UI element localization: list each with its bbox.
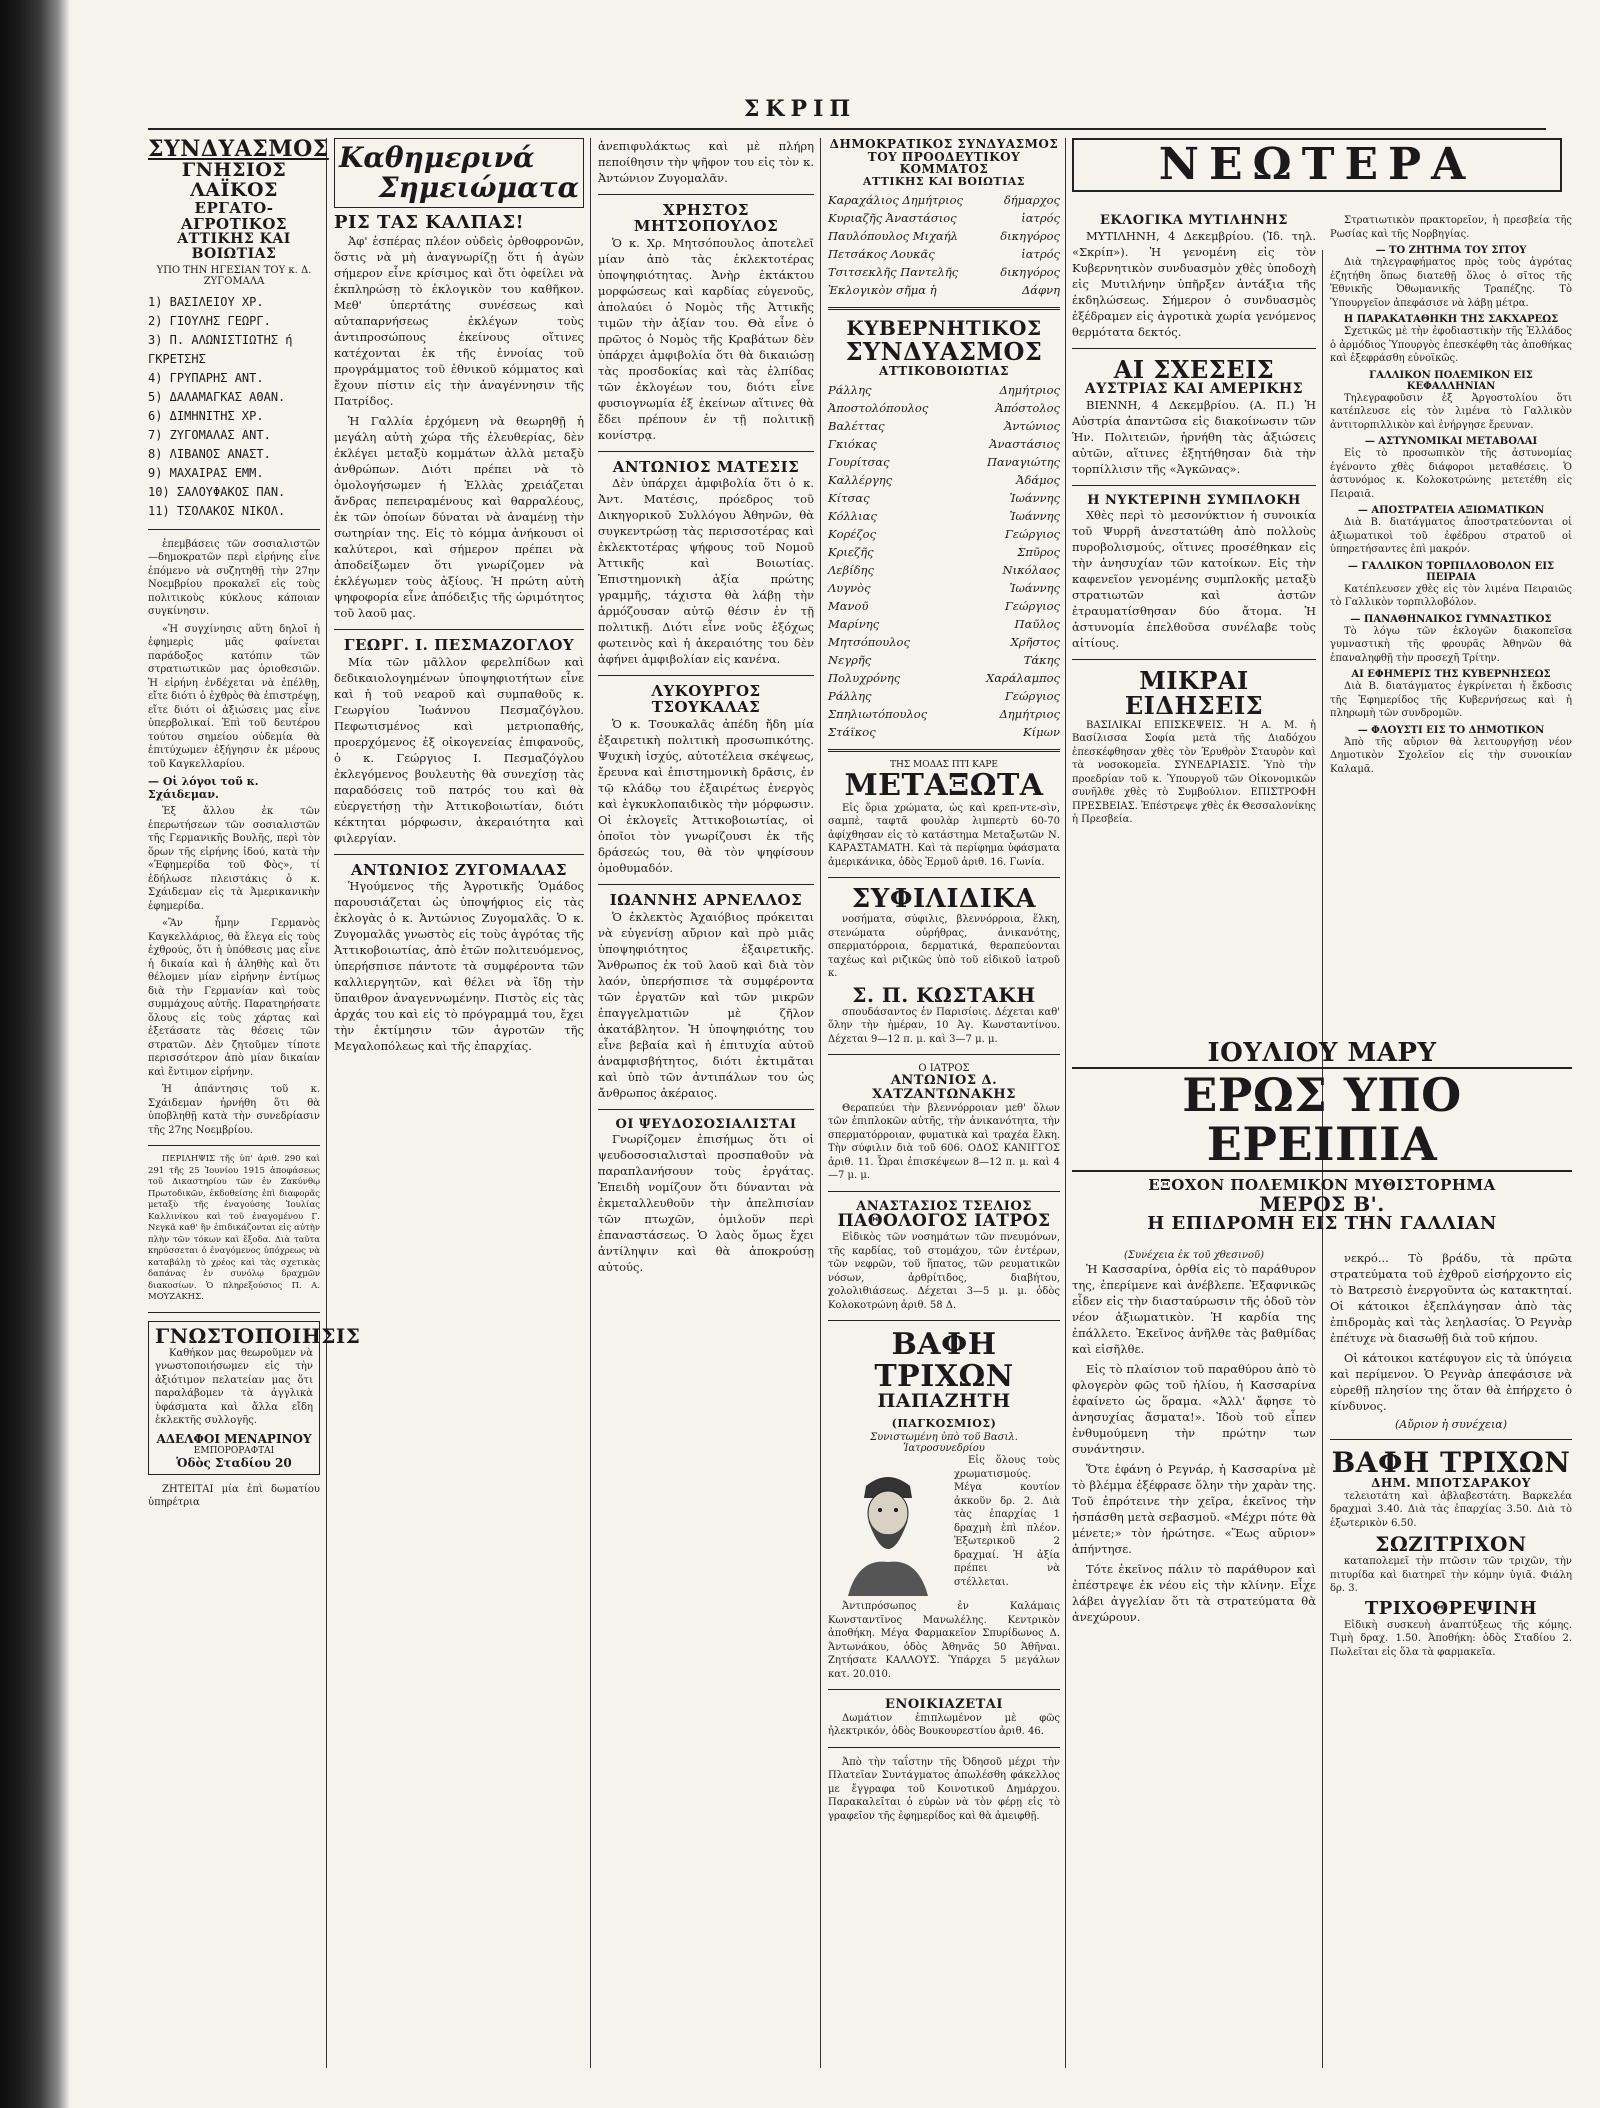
candidate-item: 6) ΔΙΜΗΝΙΤΗΣ ΧΡ. (148, 408, 264, 423)
classified-ad: ΖΗΤΕΙΤΑΙ μία ἐπὶ δωματίου ὑπηρέτρια (148, 1483, 320, 1509)
candidate-detail: δικηγόρος (1000, 265, 1060, 280)
candidate-item: 2) ΓΙΟΥΛΗΣ ΓΕΩΡΓ. (148, 313, 271, 328)
ad-body (828, 1454, 1060, 1600)
candidate-detail: Σπῦρος (1017, 545, 1060, 560)
divider (334, 629, 584, 630)
divider (1072, 659, 1316, 660)
column-divider (820, 138, 821, 2068)
candidate-surname: Στάϊκος (828, 725, 876, 740)
candidate-surname: Γκιόκας (828, 437, 877, 452)
coalition-title-3: ΕΡΓΑΤΟ-ΑΓΡΟΤΙΚΟΣ (180, 198, 288, 233)
article-paragraph: Γνωρίζομεν ἐπισήμως ὅτι οἱ ψευδοσοσιαλισταὶ προσπαθοῦν νὰ παραπλανήσουν τοὺς ἐργάτας. Ἐπειδὴ νομίζουν ὅτι δύνανται νὰ ἐκμεταλλευθοῦν τὴν ἀπελπισίαν τῶν πτωχῶν, ὁμιλοῦν περὶ ἐπαναστάσεως. Ὁ λαὸς ὅμως ἔχει ἀντίληψιν καὶ θὰ ἀποκρούσῃ αὐτούς. (598, 1132, 814, 1275)
candidate-list (828, 381, 1060, 741)
coalition-heading: ΤΟΥ ΠΡΟΟΔΕΥΤΙΚΟΥ ΚΟΜΜΑΤΟΣ (867, 149, 1021, 177)
ad-title: ΒΑΦΗ ΤΡΙΧΩΝ (874, 1327, 1014, 1394)
brief-text: Σχετικῶς μὲ τὴν ἐφοδιαστικὴν τῆς Ἑλλάδος ὁ ἀρμόδιος Ὑπουργὸς ἐπεσκέφθη τὰς ἀποθήκας καὶ ἐξεφράσθη εὐνοϊκῶς. (1330, 326, 1572, 364)
article-paragraph: Στρατιωτικὸν πρακτορεῖον, ἡ πρεσβεία τῆς Ρωσίας καὶ τῆς Νορβηγίας. (1330, 215, 1572, 240)
candidate-detail: Παῦλος (1014, 617, 1060, 632)
candidate-item (828, 399, 1060, 417)
serial-paragraph: Ἡ Κασσαρίνα, ὀρθία εἰς τὸ παράθυρον της, ἐπερίμενε καὶ ἀνέβλεπε. Ἐξαφνικῶς εἶδεν εἰς τὴν διασταύρωσιν τῆς ὁδοῦ τὸν νέον ἀξιωματικὸν. Ἡ καρδία της ἐπάλλετο. Ἐκεῖνος ἀνῆλθε τὰς βαθμίδας καὶ εἰσῆλθε. (1072, 1262, 1316, 1356)
brief-text: Διὰ Β. διατάγματος ἀποστρατεύονται οἱ ἀξιωματικοὶ τοῦ ἐφέδρου στρατοῦ οἱ ὑπηρετήσαντες ἐπὶ μακρόν. (1330, 517, 1572, 555)
column-3 (598, 138, 814, 2068)
ad-doctor-name: ΑΝΑΣΤΑΣΙΟΣ ΤΣΕΛΙΟΣ (856, 1198, 1032, 1214)
column-5-left (1072, 214, 1316, 1044)
serial-text-left (1072, 1250, 1316, 2070)
candidate-surname: Κίτσας (828, 491, 870, 506)
candidate-detail: Ἰωάννης (1009, 491, 1060, 506)
candidate-surname: Τσιτσεκλῆς Παντελῆς (828, 265, 959, 280)
section-title: ΝΕΩΤΕΡΑ (1072, 138, 1562, 192)
divider (148, 1312, 320, 1313)
candidate-item (828, 245, 1060, 263)
brief-text: Διὰ Β. διατάγματος ἐγκρίνεται ἡ ἔκδοσις τῆς Ἐφημερίδος τῆς Κυβερνήσεως καὶ ἡ πληρωμὴ τῶν συνδρομῶν. (1330, 681, 1572, 719)
ad-subtitle: ΔΗΜ. ΜΠΟΤΣΑΡΑΚΟΥ (1371, 1476, 1531, 1491)
candidate-surname: Ἀποστολόπουλος (828, 401, 929, 416)
ad-text: Δωμάτιον ἐπιπλωμένον μὲ φῶς ἠλεκτρικόν, ὁδὸς Βουκουρεστίου ἀριθ. 46. (828, 1712, 1060, 1738)
candidate-detail: Γεώργιος (1004, 599, 1060, 614)
brief-heading: — ΑΠΟΣΤΡΑΤΕΙΑ ΑΞΙΩΜΑΤΙΚΩΝ (1357, 505, 1545, 516)
ad-subtitle-note: (ΠΑΓΚΟΣΜΙΟΣ) (891, 1417, 997, 1431)
coalition-heading: ΑΤΤΙΚΗΣ ΚΑΙ ΒΟΙΩΤΙΑΣ (862, 174, 1026, 188)
serial-paragraph: Εἰς τὸ πλαίσιον τοῦ παραθύρου ἀπὸ τὸ φλογερὸν φῶς τοῦ ἡλίου, ἡ Κασσαρίνα ἐφαίνετο ὡς ὅραμα. «Ἀλλ' ἄφησε τὸ ἀνησυχίας ἄσματα!». Ἰδοὺ τοῦ εἶπεν ἐνθυμούμενη τὴν πρώτην των συνάντησιν. (1072, 1362, 1316, 1456)
serial-part: ΜΕΡΟΣ Β'. (1259, 1191, 1385, 1216)
divider (828, 1191, 1060, 1192)
candidate-item: 5) ΔΑΛΑΜΑΓΚΑΣ ΑΘΑΝ. (148, 389, 286, 404)
candidate-detail: Γεώργιος (1004, 689, 1060, 704)
article-paragraph: Ἡγούμενος τῆς Ἀγροτικῆς Ὁμάδος παρουσιάζεται ὡς ὑποψήφιος εἰς τὰς ἐκλογὰς ὁ κ. Ἀντώνιος Ζυγομαλᾶς. Ὁ κ. Ζυγομαλᾶς γνωστὸς εἰς τοὺς ἀγρότας τῆς Ἀττικοβοιωτίας, ἀπὸ ἐτῶν πολιτευόμενος, ὑπερήσπισε πάντοτε τὰ συμφέροντα τῶν καλλιεργητῶν, καὶ θέλει νὰ ἴδῃ τὴν ὕπαιθρον ἀναγεννωμένην. Πιστὸς εἰς τὰς ἀρχάς του καὶ εἰς τὸ πρόγραμμά του, ἔχει τὴν ἐκτίμησιν τῶν ἀγροτῶν τῆς Μεγαλοπόλεως καὶ τῆς ἐπαρχίας. (334, 879, 584, 1054)
candidate-surname: Σπηλιωτόπουλος (828, 707, 928, 722)
ad-text: Εἰδικὸς τῶν νοσημάτων τῶν πνευμόνων, τῆς καρδίας, τοῦ στομάχου, τῶν ἐντέρων, τῶν νεφρῶν, τοῦ ἥπατος, τῶν ρευματικῶν νόσων, ἀρθρίτιδος, διαβήτου, χολολιθιάσεως. Δέχεται 3—5 μ. μ. ὁδὸς Κολοκοτρώνη ἀριθ. 58 Δ. (828, 1232, 1060, 1311)
article-heading: Η ΝΥΚΤΕΡΙΝΗ ΣΥΜΠΛΟΚΗ (1087, 492, 1301, 508)
coalition-title: ΣΥΝΔΥΑΣΜΟΣ (148, 136, 329, 162)
candidate-surname: Βαλέττας (828, 419, 885, 434)
candidate-surname: Ράλλης (828, 383, 872, 398)
candidate-surname: Λυγνὸς (828, 581, 871, 596)
article-heading: ΧΡΗΣΤΟΣ ΜΗΤΣΟΠΟΥΛΟΣ (633, 201, 779, 235)
candidate-item (828, 227, 1060, 245)
candidate-item (828, 453, 1060, 471)
candidate-surname: Πετσάκος Λουκᾶς (828, 247, 935, 262)
divider (598, 1109, 814, 1110)
column-divider (326, 138, 327, 2068)
candidate-item: 4) ΓΡΥΠΑΡΗΣ ΑΝΤ. (148, 370, 264, 385)
candidate-item: 7) ΖΥΓΟΜΑΛΑΣ ΑΝΤ. (148, 427, 271, 442)
candidate-detail: Ἰωάννης (1009, 509, 1060, 524)
coalition-heading: ΔΗΜΟΚΡΑΤΙΚΟΣ ΣΥΝΔΥΑΣΜΟΣ (829, 137, 1059, 151)
candidate-surname: Παυλόπουλος Μιχαήλ (828, 229, 958, 244)
divider (828, 307, 1060, 310)
article-heading: ΑΝΤΩΝΙΟΣ ΖΥΓΟΜΑΛΑΣ (351, 860, 567, 879)
candidate-surname: Καλλέργης (828, 473, 893, 488)
notice-title: ΓΝΩΣΤΟΠΟΙΗΣΙΣ (155, 1323, 361, 1348)
article-paragraph: Μία τῶν μᾶλλον φερελπίδων καὶ δεδικαιολογημένων ὑποψηφιοτήτων εἶνε καὶ ἡ τοῦ νεαροῦ καὶ συμπαθοῦς κ. Γεωργίου Ἰωάννου Πεσμαζόγλου. Πεφωτισμένος καὶ μετριοπαθής, προερχόμενος ἐξ οἰκογενείας ἐπιφανοῦς, ὁ κ. Γεώργιος Ι. Πεσμαζόγλου ἐκλεγόμενος βουλευτὴς θὰ συνεχίσῃ τὰς παραδόσεις τοῦ πατρός του καὶ θὰ εὐεργετήσῃ τὴν Ἀττικοβοιωτίαν, διότι κέκτηται μόρφωσιν, ἀκεραιότητα καὶ φιλεργίαν. (334, 654, 584, 845)
candidate-item (828, 417, 1060, 435)
candidate-detail: δήμαρχος (1003, 193, 1060, 208)
banner-title-1: Καθημερινά (339, 141, 535, 174)
column-4 (828, 138, 1060, 2068)
article-paragraph: Ἀφ' ἑσπέρας πλέον οὐδεὶς ὀρθοφρονῶν, ὅστις νὰ μὴ ἀναγνωρίζῃ ὅτι ἡ ἀγὼν σήμερον εἶνε κρίσιμος καὶ ὅτι ὀφείλει νὰ ἐκπληρώσῃ τὸ ἐκλογικὸν του καθῆκον. Μεθ' ὑπερτάτης συνέσεως καὶ αὐταπαρνήσεως ἐκλέγων τοὺς ἀντιπροσώπους ἐκείνους οἵτινες κατέχονται ἐκ τῆς ἐννοίας τοῦ προγράμματος τοῦ ἐθνικοῦ κόμματος καὶ ἔχουν πίστιν εἰς τὴν ἀναγέννησιν τῆς Πατρίδος. (334, 233, 584, 408)
article-paragraph: ΒΙΕΝΝΗ, 4 Δεκεμβρίου. (Α. Π.) Ἡ Αὐστρία ἀπαντῶσα εἰς διακοίνωσιν τῶν Ἡν. Πολιτειῶν, ἠρνήθη τὰς ἀξιώσεις αὐτῶν, αἵτινες ἐξητήθησαν διὰ τὴν τορπίλλισιν τῆς «Ἀγκῶνας». (1072, 397, 1316, 476)
candidate-surname: Μανοῦ (828, 599, 869, 614)
candidate-item (828, 507, 1060, 525)
article-paragraph: Χθὲς περὶ τὸ μεσονύκτιον ἡ συνοικία τοῦ Ψυρρῆ ἀνεστατώθη ἀπὸ πολλοὺς πυροβολισμούς, οἵτινες προσέθηκαν εἰς τὴν ἀνησυχίαν τῶν κατοίκων. Εἰς τὴν καφενεῖον γενομένης συμπλοκῆς μεταξὺ στρατιωτῶν καὶ ἀστῶν ἐτραυματίσθησαν δύο ἄτομα. Ἡ ἀστυνομία ἐπελθοῦσα συνέλαβε τοὺς αἰτίους. (1072, 508, 1316, 651)
brief-text: Κατέπλευσεν χθὲς εἰς τὸν λιμένα Πειραιῶς τὸ Γαλλικὸν τορπιλλοβόλον. (1330, 583, 1572, 608)
coalition-heading: ΣΥΝΔΥΑΣΜΟΣ (845, 337, 1043, 367)
divider (828, 877, 1060, 878)
candidate-detail: Ἀναστάσιος (989, 437, 1060, 452)
candidate-surname: Μαρίνης (828, 617, 880, 632)
candidate-surname: Πολυχρόνης (828, 671, 901, 686)
ad-doctor-name: Σ. Π. ΚΩΣΤΑΚΗ (852, 982, 1036, 1007)
serial-subtitle: ΕΞΟΧΟΝ ΠΟΛΕΜΙΚΟΝ ΜΥΘΙΣΤΟΡΗΜΑ (1148, 1175, 1496, 1194)
serial-paragraph: Οἱ κάτοικοι κατέφυγον εἰς τὰ ὑπόγεια καὶ περίμενον. Ὁ Ρεγνὰρ ἀπεφάσισε νὰ εὐρεθῇ πλησίον της ὅταν θὰ ἐπήρχετο ὁ κίνδυνος. (1330, 1351, 1572, 1413)
column-divider (1065, 138, 1066, 2068)
brief-heading: — ΦΛΟΥΣΤΙ ΕΙΣ ΤΟ ΔΗΜΟΤΙΚΟΝ (1357, 724, 1545, 736)
candidate-list (148, 293, 320, 521)
candidate-surname: Κορέζος (828, 527, 877, 542)
column-2 (334, 138, 584, 2068)
column-divider (590, 138, 591, 2068)
brief-text: Τὸ λόγω τῶν ἐκλογῶν διακοπεῖσα γυμναστικὴ τῆς φρουρᾶς Ἀθηνῶν θὰ ἐπαναληφθῇ τὴν προσεχῆ Τρίτην. (1330, 625, 1572, 664)
coalition-title-4: ΑΤΤΙΚΗΣ ΚΑΙ ΒΟΙΩΤΙΑΣ (177, 231, 291, 263)
article-subheading: — Οἱ λόγοι τοῦ κ. Σχάιδεμαν. (148, 775, 259, 802)
ad-pretitle: Ο ΙΑΤΡΟΣ (918, 1063, 970, 1075)
serial-banner (1072, 1040, 1572, 1250)
ad-subtitle-name: ΠΑΠΑΖΗΤΗ (877, 1390, 1011, 1413)
ad-text: Εἰς ὅρια χρώματα, ὡς καὶ κρεπ-ντε-σὶν, σαμπὲ, ταφτᾶ φουλὰρ λιμπερτὺ 60-70 ἀφίχθησαν εἰς τὸ κατάστημα Μεταξωτῶν Ν. ΚΑΡΑΣΤΑΜΑΤΗ. Καὶ τὰ περίφημα ὑφάσματα ἀμερικάνικα, ὁδὸς Ἑρμοῦ ἀριθ. 16. Γωνία. (828, 802, 1060, 868)
brief-heading: — ΑΣΤΥΝΟΜΙΚΑΙ ΜΕΤΑΒΟΛΑΙ (1364, 436, 1538, 447)
article-heading: ΑΝΤΩΝΙΟΣ ΜΑΤΕΣΙΣ (612, 457, 800, 476)
ad-subtitle (828, 1392, 1060, 1432)
article-paragraph: Ἡ ἀπάντησις τοῦ κ. Σχάιδεμαν ἠρνήθη ὅτι θὰ ὑποβληθῇ κατὰ τὴν συνεδρίασιν τῆς 27ης Νοεμβρίου. (148, 1084, 320, 1136)
ad-text: τελειοτάτη καὶ ἀβλαβεστάτη. Βαρκελέα δραχμαὶ 3.40. Διὰ τὰς ἐπαρχίας 3.50. Διὰ τὸ ἐξωτερικὸν 6.50. (1330, 1490, 1572, 1529)
divider (598, 194, 814, 195)
candidate-item (828, 597, 1060, 615)
ad-text: νοσήματα, σύφιλις, βλεννόρροια, ἕλκη, στενώματα οὐρήθρας, ἀνικανότης, σπερματόρροια, δερματικά, θεραπεύονται ταχέως καὶ ριζικῶς ὑπὸ τοῦ εἰδικοῦ ἰατροῦ κ. (828, 914, 1060, 980)
serial-title: ΕΡΩΣ ΥΠΟ ΕΡΕΙΠΙΑ (1072, 1067, 1572, 1172)
candidate-item: 10) ΣΑΛΟΥΦΑΚΟΣ ΠΑΝ. (148, 484, 286, 499)
candidate-detail: Ἀντώνιος (1004, 419, 1060, 434)
candidate-item (828, 705, 1060, 723)
serial-paragraph: νεκρό... Τὸ βράδυ, τὰ πρῶτα στρατεύματα τοῦ ἐχθροῦ εἰσήρχοντο εἰς τὸ Βατρεσιὸ ἐνεργοῦντα ὡς κατακτηταί. Οἱ κάτοικοι ἐξεπλάγησαν ἀπὸ τὰς ἐπιδρομὰς καὶ τὰς λεηλασίας. Ὁ Ρεγνὰρ ἐπέτυχε νὰ διασωθῇ διὰ τοῦ κήπου. (1330, 1251, 1572, 1345)
divider (598, 675, 814, 676)
candidate-detail: ἰατρός (1021, 247, 1060, 262)
article-heading: ΜΙΚΡΑΙ ΕΙΔΗΣΕΙΣ (1124, 666, 1264, 721)
candidate-surname: Κριεζῆς (828, 545, 874, 560)
article-heading: ΛΥΚΟΥΡΓΟΣ ΤΣΟΥΚΑΛΑΣ (651, 682, 761, 716)
divider (828, 1689, 1060, 1690)
candidate-detail: Χρῆστος (1010, 635, 1060, 650)
ad-title: ΜΕΤΑΞΩΤΑ (844, 768, 1044, 804)
candidate-detail: Παναγιώτης (986, 455, 1060, 470)
brief-heading: — ΠΑΝΑΘΗΝΑΙΚΟΣ ΓΥΜΝΑΣΤΙΚΟΣ (1350, 613, 1552, 625)
ad-text: Εἰδικὴ συσκευὴ ἀναπτύξεως τῆς κόμης. Τιμὴ δραχ. 1.50. Ἀποθήκη: ὁδὸς Σταδίου 2. Πωλεῖται εἰς ὅλα τὰ φαρμακεῖα. (1330, 1619, 1572, 1658)
divider (334, 854, 584, 855)
article-paragraph: Δὲν ὑπάρχει ἀμφιβολία ὅτι ὁ κ. Ἀντ. Ματέσις, πρόεδρος τοῦ Δικηγορικοῦ Συλλόγου Ἀθηνῶν, θὰ συγκεντρώσῃ τὰς περισσοτέρας καὶ ἐκλεκτοτέρας ψήφους τοῦ Νομοῦ Ἀττικῆς καὶ Βοιωτίας. Ἐπιστημονικὴ ἀξία πρώτης γραμμῆς, τάχιστα θὰ λάβῃ τὴν ἀρμόζουσαν αὐτῷ θέσιν ἐν τῇ πολιτικῇ. Διότι εἶνε νοῦς ἐξόχως φωτεινὸς καὶ ἡ ἀκεραιότης του δὲν ἀφήνει ἀμφιβολίαν εἰς κανένα. (598, 476, 814, 667)
article-heading: ΑΥΣΤΡΙΑΣ ΚΑΙ ΑΜΕΡΙΚΗΣ (1084, 380, 1304, 397)
serial-paragraph: Τότε ἐκεῖνος πάλιν τὸ παράθυρον καὶ ἐπέστρεψε ἐκ νέου εἰς τὴν κλίνην. Εἶχε λάβει ἀγγελίαν ὅτι τὰ στρατεύματα θὰ ἀνεχώρουν. (1072, 1562, 1316, 1624)
brief-text: Ἀπὸ τῆς αὔριον θὰ λειτουργήσῃ νέον Δημοτικὸν Σχολεῖον εἰς τὴν συνοικίαν Καλαμᾶ. (1330, 736, 1572, 775)
divider (598, 884, 814, 885)
candidate-surname: Ράλλης (828, 689, 872, 704)
ad-doctor-name: ΑΝΤΩΝΙΟΣ Δ. ΧΑΤΖΑΝΤΩΝΑΚΗΣ (872, 1073, 1016, 1103)
candidate-detail: Κίμων (1023, 725, 1060, 740)
serial-author: ΙΟΥΛΙΟΥ ΜΑΡΥ (1207, 1038, 1437, 1068)
ad-title: ΤΡΙΧΟΘΡΕΨΙΝΗ (1364, 1597, 1538, 1619)
candidate-detail: Ἰωάννης (1009, 581, 1060, 596)
ad-title: ΣΥΦΙΛΙΔΙΚΑ (851, 884, 1037, 915)
candidate-item (828, 525, 1060, 543)
article-paragraph: ΒΑΣΙΛΙΚΑΙ ΕΠΙΣΚΕΨΕΙΣ. Ἡ Α. Μ. ἡ Βασίλισσα Σοφία μετὰ τῆς Διαδόχου ἐπεσκέφθησαν χθὲς τὸν Ἐρυθρὸν Σταυρὸν καὶ τὰ νοσοκομεῖα. ΣΥΝΕΔΡΙΑΣΙΣ. Ὑπὸ τὴν προεδρίαν τοῦ κ. Ὑπουργοῦ τῶν Οἰκονομικῶν συνῆλθε χθὲς τὸ Συμβούλιον. ΕΠΙΣΤΡΟΦΗ ΠΡΕΣΒΕΙΑΣ. Ἐπέστρεψε χθὲς ἐκ Θεσσαλονίκης ἡ Πρεσβεία. (1072, 719, 1316, 826)
candidate-item (828, 489, 1060, 507)
article-heading: ΓΕΩΡΓ. Ι. ΠΕΣΜΑΖΟΓΛΟΥ (343, 635, 575, 654)
notice-signature-sub: ΕΜΠΟΡΟΡΑΦΤΑΙ (193, 1445, 275, 1456)
serial-paragraph: Ὅτε ἐφάνη ὁ Ρεγνάρ, ἡ Κασσαρίνα μὲ τὸ βλέμμα ἐξέφρασε ὅλην τὴν χαρὰν της. Τοῦ ἐπρότεινε τὴν χεῖρα, ἐκεῖνος τὴν ἠσπάσθη μετὰ σεβασμοῦ. «Μέχρι πότε θὰ μένετε;» τὸν ἠρώτησε. «Ἕως αὔριον» ἀπήντησε. (1072, 1462, 1316, 1556)
brief-heading: ΓΑΛΛΙΚΟΝ ΠΟΛΕΜΙΚΟΝ ΕΙΣ ΚΕΦΑΛΛΗΝΙΑΝ (1369, 369, 1533, 392)
candidate-detail: Ἀδάμος (1016, 473, 1060, 488)
candidate-item (828, 633, 1060, 651)
candidate-item (828, 669, 1060, 687)
banner-title-2: Σημειώματα (378, 171, 579, 204)
brief-heading: — ΓΑΛΛΙΚΟΝ ΤΟΡΠΙΛΛΟΒΟΛΟΝ ΕΙΣ ΠΕΙΡΑΙΑ (1347, 560, 1555, 583)
brief-heading: Η ΠΑΡΑΚΑΤΑΘΗΚΗ ΤΗΣ ΣΑΚΧΑΡΕΩΣ (1343, 314, 1559, 325)
ad-title: ΕΝΟΙΚΙΑΖΕΤΑΙ (885, 1697, 1003, 1713)
candidate-item (828, 209, 1060, 227)
article-heading: ΟΙ ΨΕΥΔΟΣΟΣΙΑΛΙΣΤΑΙ (615, 1116, 797, 1132)
ad-endorsement: Συνιστωμένη ὑπὸ τοῦ Βασιλ. Ἰατροσυνεδρίου (870, 1432, 1018, 1455)
candidate-surname: Μητσόπουλος (828, 635, 910, 650)
divider (1330, 1439, 1572, 1440)
candidate-detail: Χαράλαμπος (986, 671, 1060, 686)
ad-text: Ἀντιπρόσωπος ἐν Καλάμαις Κωνσταντῖνος Μανωλέλης. Κεντρικὸν ἀποθήκη. Μέγα Φαρμακεῖον Σπυρίδωνος Δ. Ἀντωνάκου, ὁδὸς Ἀθηνᾶς 50 Ἀθῆναι. Ζητήσατε ΚΑΛΛΟΥΣ. Ὑπάρχει 5 μεγάλων κατ. 20.010. (828, 1601, 1060, 1680)
article-heading: ΙΩΑΝΝΗΣ ΑΡΝΕΛΛΟΣ (609, 890, 803, 909)
coalition-title-2: ΓΝΗΣΙΟΣ ΛΑΪΚΟΣ (181, 159, 287, 202)
candidate-list (828, 191, 1060, 299)
candidate-item (828, 471, 1060, 489)
candidate-detail: Δάφνη (1021, 283, 1060, 298)
brief-text: Τηλεγραφοῦσιν ἐξ Ἀργοστολίου ὅτι κατέπλευσε εἰς τὸν λιμένα τὸ Γαλλικὸν ἀντιτορπιλλικὸν καὶ ἐνήργησε ἔρευναν. (1330, 392, 1572, 431)
article-paragraph: «Ἂν ἦμην Γερμανὸς Καγκελλάριος, θὰ ἔλεγα εἰς τοὺς ἐχθρούς, ὅτι ἡ ὑπόθεσις μας εἶνε ἡ δικαία καὶ ἡ ἀληθὴς καὶ ὅτι θέλομεν μίαν εἰρήνην ἐντίμως διὰ τὴν Γερμανίαν καὶ τοὺς συμμάχους αὐτῆς. Παρατηρήσατε ὅλους εἰς τοὺς χάρτας καὶ ἐξετάσατε τὰς θέσεις τῶν στρατῶν. Δὲν ζητοῦμεν τίποτε περισσότερον ἀπὸ μίαν δικαίαν καὶ ἔντιμον εἰρήνην. (148, 918, 320, 1078)
candidate-item (828, 381, 1060, 399)
article-paragraph: Ὁ κ. Τσουκαλᾶς ἀπέδη ἤδη μία ἐξαιρετικὴ πολιτικὴ προσωπικότης. Ψυχικὴ ἰσχύς, αὐτοτέλεια σκέψεως, ἔρευνα καὶ ἐπιστημονικὴ δρᾶσις, ἐν τῷ κλάδῳ του ἐξαιρέτως ἐνεργὸς καὶ ἐγκυκλοπαιδικὸς τὴν μόρφωσιν. Οἱ ἐκλογεῖς Ἀττικοβοιωτίας, οἱ ὁποῖοι τὸν γνωρίζουσι ἐκ τῆς δράσεώς του, θὰ τὸν ψηφίσουν ὁμοθυμαδόν. (598, 716, 814, 875)
divider (598, 451, 814, 452)
scan-shadow-edge (0, 0, 70, 2108)
column-5-right (1330, 214, 1572, 1044)
serial-chapter: Η ΕΠΙΔΡΟΜΗ ΕΙΣ ΤΗΝ ΓΑΛΛΙΑΝ (1147, 1212, 1497, 1234)
brief-heading: ΑΙ ΕΦΗΜΕΡΙΣ ΤΗΣ ΚΥΒΕΡΝΗΣΕΩΣ (1351, 669, 1551, 680)
candidate-item (828, 191, 1060, 209)
coalition-heading: ΚΥΒΕΡΝΗΤΙΚΟΣ (846, 316, 1042, 341)
divider (148, 1145, 320, 1146)
candidate-detail: Δημήτριος (999, 383, 1060, 398)
serial-to-be-continued: (Αὔριον ἡ συνέχεια) (1395, 1418, 1507, 1431)
divider (828, 749, 1060, 752)
brief-text: Εἰς τὸ προσωπικὸν τῆς ἀστυνομίας ἐγένοντο χθὲς διάφοροι μεταθέσεις. Ὁ ἀστυνόμος κ. Κολοκοτρώνης μετετέθη εἰς Πειραιᾶ. (1330, 448, 1572, 500)
brief-heading: — ΤΟ ΖΗΤΗΜΑ ΤΟΥ ΣΙΤΟΥ (1375, 245, 1527, 256)
article-paragraph: Ὁ κ. Χρ. Μητσόπουλος ἀποτελεῖ μίαν ἀπὸ τὰς ἐκλεκτοτέρας ὑποψηφιότητας. Ἀνὴρ ἐκτάκτου μορφώσεως καὶ καρδίας εὐγενοῦς, ἀπολαύει ὁ Νομὸς τῆς Ἀττικῆς τιμῶν τὴν ἀξίαν του. Θὰ εἶνε ὁ πρῶτος ὁ Νομὸς τῆς Κραβάτων δὲν ὑπάρχει ἀμφιβολία ὅτι θὰ δικαιώσῃ τὰς προσδοκίας καὶ τὰς ἐλπίδας τῶν ἐκλογέων του, διότι εἶνε φυσιογνωμία ἐξ ἐκείνων αἵτινες θὰ ἔδει πρέπουν ἐν τῇ πολιτικῇ κονίστρᾳ. (598, 235, 814, 442)
candidate-detail: Τάκης (1023, 653, 1060, 668)
candidate-surname: Ἐκλογικὸν σῆμα ἡ (828, 283, 937, 298)
ad-text: σπουδάσαντος ἐν Παρισίοις. Δέχεται καθ' ὅλην τὴν ἡμέραν, 10 Ἀγ. Κωνσταντίνου. Δέχεται 9—12 π. μ. καὶ 3—7 μ. μ. (828, 1006, 1060, 1045)
masthead: ΣΚΡΙΠ (743, 96, 857, 122)
candidate-surname: Κόλλιας (828, 509, 877, 524)
article-paragraph: ἀνεπιφυλάκτως καὶ μὲ πλήρη πεποίθησιν τὴν ψῆφον του εἰς τὸν κ. Ἀντώνιον Ζυγομαλᾶν. (598, 139, 814, 185)
candidate-surname: Νεγρῆς (828, 653, 872, 668)
column-banner (334, 138, 584, 208)
divider (1072, 485, 1316, 486)
candidate-item (828, 651, 1060, 669)
candidate-item: 8) ΛΙΒΑΝΟΣ ΑΝΑΣΤ. (148, 446, 271, 461)
bearded-man-portrait-icon (828, 1458, 948, 1596)
candidate-detail: Νικόλαος (1002, 563, 1060, 578)
column-1 (148, 136, 361, 2068)
serial-continuation-note: (Συνέχεια ἐκ τοῦ χθεσινοῦ) (1124, 1250, 1264, 1261)
candidate-item (828, 435, 1060, 453)
candidate-detail: Γεώργιος (1004, 527, 1060, 542)
ad-text: Εἰς ὅλους τοὺς χρωματισμούς. Μέγα κουτίον ἀκκοῦν δρ. 2. Διὰ τὰς ἐπαρχίας 1 δραχμὴ ἐπὶ πλέον. Ἐξωτερικοῦ 2 δραχμαί. Ἡ ἀξία πρέπει νὰ στέλλεται. (954, 1455, 1060, 1588)
candidate-item (828, 687, 1060, 705)
candidate-item (828, 579, 1060, 597)
ad-text: καταπολεμεῖ τὴν πτῶσιν τῶν τριχῶν, τὴν πιτυρίδα καὶ διατηρεῖ τὴν κόμην ὑγιᾶ. Φιάλη δρ. 3. (1330, 1556, 1572, 1595)
article-heading: ΑΙ ΣΧΕΣΕΙΣ (1113, 354, 1275, 384)
candidate-detail: Δημήτριος (999, 707, 1060, 722)
article-paragraph: ἐπεμβάσεις τῶν σοσιαλιστῶν—δημοκρατῶν περὶ εἰρήνης εἶνε ἐπόμενο νὰ συζητηθῇ τὴν 27ην Νοεμβρίου προκαλεῖ εἰς τοὺς πολιτικοὺς κύκλους κάποιαν συγκίνησιν. (148, 538, 320, 618)
candidate-surname: Λεβίδης (828, 563, 874, 578)
candidate-item: 11) ΤΣΟΛΑΚΟΣ ΝΙΚΟΛ. (148, 503, 286, 518)
notice-signature: ΑΔΕΛΦΟΙ ΜΕΝΑΡΙΝΟΥ (156, 1431, 312, 1446)
ad-title: ΒΑΦΗ ΤΡΙΧΩΝ (1331, 1446, 1571, 1479)
coalition-leader: ΥΠΟ ΤΗΝ ΗΓΕΣΙΑΝ ΤΟΥ κ. Δ. ΖΥΓΟΜΑΛΑ (156, 264, 312, 287)
brief-text: Διὰ τηλεγραφήματος πρὸς τοὺς ἀγρότας ἐζητήθη ὅπως διατεθῇ ὅλος ὁ σῖτος τῆς Ἐθνικῆς Ὀθωμανικῆς Τραπέζης. Τὸ Ὑπουργεῖον ἀπεφάσισε νὰ λάβῃ μέτρα. (1330, 257, 1572, 309)
coalition-heading: ΑΤΤΙΚΟΒΟΙΩΤΙΑΣ (879, 363, 1009, 378)
candidate-item (828, 561, 1060, 579)
article-heading: ΡΙΣ ΤΑΣ ΚΑΛΠΑΣ! (334, 212, 524, 233)
candidate-item (828, 263, 1060, 281)
legal-notice: ΠΕΡΙΛΗΨΙΣ τῆς ὑπ' ἀριθ. 290 καὶ 291 τῆς 25 Ἰουνίου 1915 ἀποφάσεως τοῦ Δικαστηρίου τῶν ἐν Ζακύνθῳ Πρωτοδικῶν, ἐκδοθείσης ἐπὶ διαφορᾶς μεταξὺ τῆς ἐναγούσης Ἰουλίας Καλλινίκου καὶ τοῦ ἐναγομένου Γ. Νεγκᾶ καθ' ἣν ἐπιδικάζονται εἰς αὐτὴν πλὴν τῶν τόκων καὶ ἔξοδα. Διὰ ταῦτα κηρύσσεται ὁ ἐναγόμενος ὑπόχρεως νὰ καταβάλῃ τὸ χρέος καὶ τὰς σχετικὰς δαπάνας ἐν συνόλῳ δραχμῶν διακοσίων. Ὁ πληρεξούσιος Π. Α. ΜΟΥΖΑΚΗΣ. (148, 1154, 320, 1303)
ad-title: ΣΩΖΙΤΡΙΧΟΝ (1375, 1532, 1527, 1557)
article-paragraph: «Ἡ συγχίνησις αὕτη δηλοῖ ἡ ἐφημερὶς μᾶς φαίνεται παράδοξος κατόπιν τῶν στρατιωτικῶν μας ὁριοθεσιῶν. Ἡ εἰρήνη ἐνδέχεται νὰ ἐπέλθῃ, εἴτε διότι ὁ ἐχθρὸς θὰ ἐπιστρέψῃ, εἴτε διότι οἱ ἀξιώσεις μας εἶνε ὑπερβολικαί. Ἐπὶ τοῦ δευτέρου τούτου σημείου οὐδεμία θὰ ἐπιτύχωμεν ἐξήγησιν ἐκ μέρους τοῦ Καγκελλαρίου. (148, 623, 320, 770)
ad-text: Ἀπὸ τὴν ταΐστην τῆς Ὀδησοῦ μέχρι τὴν Πλατεῖαν Συντάγματος ἀπωλέσθη φάκελλος με ἔγγραφα τοῦ Κοινοτικοῦ Δημάρχου. Παρακαλεῖται ὁ εὑρὼν νὰ τὸν φέρῃ εἰς τὸ γραφεῖον τῆς ἐφημερίδος καὶ θὰ ἀμειφθῇ. (828, 1756, 1060, 1822)
candidate-surname: Γουρίτσας (828, 455, 890, 470)
notice-text: Καθήκον μας θεωροῦμεν νὰ γνωστοποιήσωμεν εἰς τὴν ἀξιότιμον πελατείαν μας ὅτι παραλάβομεν τὰ ἀγγλικὰ ὑφάσματα καὶ ἄλλα εἴδη ἐκλεκτῆς συλλογῆς. (155, 1347, 313, 1427)
candidate-item: 1) ΒΑΣΙΛΕΙΟΥ ΧΡ. (148, 294, 264, 309)
candidate-item (828, 723, 1060, 741)
candidate-detail: Ἀπόστολος (995, 401, 1060, 416)
serial-text-right (1330, 1250, 1572, 2070)
candidate-surname: Καραχάλιος Δημήτριος (828, 193, 963, 208)
notice-address: Ὁδὸς Σταδίου 20 (176, 1455, 292, 1470)
ad-pretitle: ΤΗΣ ΜΟΔΑΣ ΠΤΙ ΚΑΡΕ (889, 760, 998, 771)
divider (828, 1320, 1060, 1321)
candidate-item: 3) Π. ΑΛΩΝΙΣΤΙΩΤΗΣ ή ΓΚΡΕΤΣΗΣ (148, 332, 293, 366)
candidate-item (828, 281, 1060, 299)
article-paragraph: Ἡ Γαλλία ἐρχόμενη νὰ θεωρηθῇ ἡ μεγάλη αὐτὴ χώρα τῆς ἐλευθερίας, δὲν ἐκλέγει μεταξὺ κομμάτων ἀλλὰ μεταξὺ ἀνθρώπων. Διότι πρέπει νὰ τὸ ὁμολογήσωμεν ἡ Ἑλλὰς χρειάζεται ἄνδρας πεπειραμένους καὶ θαρραλέους, ἐκ τῶν ὁποίων δύναται νὰ ἀναμένῃ τὴν σωτηρίαν της. Εἰς τὸ κόμμα ἀνήκουσι οἱ καλύτεροι, καὶ σήμερον πρέπει νὰ ἀποδείξωμεν ὅτι γνωρίζομεν νὰ ἐκλέγωμεν τοὺς ἀξίους. Ἡ πρώτη αὐτὴ ψηφοφορία εἶνε ἀπόδειξις τῆς ὠριμότητος τοῦ λαοῦ μας. (334, 413, 584, 620)
article-heading: ΕΚΛΟΓΙΚΑ ΜΥΤΙΛΗΝΗΣ (1100, 213, 1288, 228)
article-paragraph: Ὁ ἐκλεκτὸς Ἀχαιόβιος πρόκειται νὰ εὐγενίσῃ αὔριον καὶ πρὸ μιᾶς ὑποψηφιότητος ἐξαιρετικῆς. Ἄνθρωπος ἐκ τοῦ λαοῦ καὶ διὰ τὸν λαόν, ὑπερήσπισε τὰ συμφέροντα τῶν ἐργατῶν καὶ τῶν μικρῶν ἐπαγγελματιῶν μὲ ζῆλον ἀκατάβλητον. Ἡ ὑποψηφιότης του εἶνε βεβαία καὶ ἡ ἐπιτυχία αὐτοῦ ἀναμφισβήτητος, διότι ἐκτιμᾶται καὶ ὑπὸ τῶν ἀντιπάλων του ὡς ἄνθρωπος ἀκέραιος. (598, 909, 814, 1100)
candidate-detail: δικηγόρος (1000, 229, 1060, 244)
divider (148, 529, 320, 530)
top-rule (148, 128, 1546, 130)
candidate-detail: ἰατρός (1021, 211, 1060, 226)
ad-text: Θεραπεύει τὴν βλεννόρροιαν μεθ' ὅλων τῶν ἐπιπλοκῶν αὐτῆς, τὴν ἀνικανότητα, τὴν σπερματόρροιαν, φυματικὰ καὶ τραχέα ἕλκη. Τὴν σύφιλιν διὰ τοῦ 606. ΟΔΟΣ ΚΑΝΙΓΓΟΣ ἀριθ. 11. Ὧραι ἐπισκέψεων 8—12 π. μ. καὶ 4—7 μ. μ. (828, 1102, 1060, 1182)
candidate-surname: Κυριαζῆς Ἀναστάσιος (828, 211, 957, 226)
candidate-item (828, 543, 1060, 561)
notice-box (148, 1321, 361, 1475)
divider (1072, 348, 1316, 349)
candidate-item: 9) ΜΑΧΑΙΡΑΣ ΕΜΜ. (148, 465, 264, 480)
divider (828, 1747, 1060, 1748)
candidate-item (828, 615, 1060, 633)
ad-title: ΠΑΘΟΛΟΓΟΣ ΙΑΤΡΟΣ (837, 1211, 1051, 1232)
divider (828, 1054, 1060, 1055)
article-paragraph: ΜΥΤΙΛΗΝΗ, 4 Δεκεμβρίου. (Ἰδ. τηλ. «Σκρίπ»). Ἡ γενομένη εἰς τὸν Κυβερνητικὸν συνδυασμὸν χθὲς ὑποδοχὴ εἰς Μυτιλήνην ὑπῆρξεν ἀντάξια τῆς ἐκδηλώσεως. Σήμερον ὁ συνδυασμὸς ἐξέδραμεν εἰς ἀγροτικὰ χωρία γενόμενος θερμότατα δεκτός. (1072, 228, 1316, 339)
article-paragraph: Ἐξ ἄλλου ἐκ τῶν ἐπερωτήσεων τῶν σοσιαλιστῶν τῆς Γερμανικῆς Βουλῆς, περὶ τὸν ὅρων τῆς εἰρήνης ἰδού, κατὰ τὴν «Ἐφημερίδα τοῦ Φὸς», τί ἐδήλωσε πλειστάκις ὁ κ. Σχάιδεμαν εἰς τὰ Ἀμερικανικὴν ἐφημερίδα. (148, 806, 320, 912)
